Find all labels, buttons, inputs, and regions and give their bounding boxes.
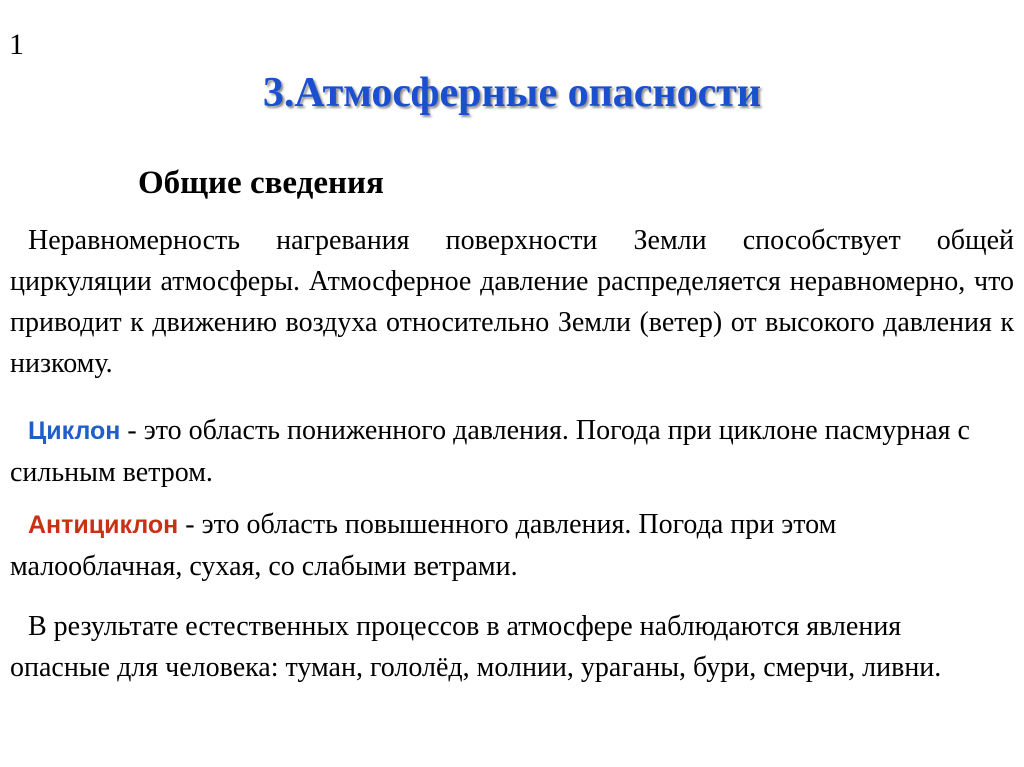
section-heading: Общие сведения [138, 165, 384, 201]
anticyclone-term: Антициклон [28, 511, 179, 539]
slide-title: 3.Атмосферные опасности [262, 70, 762, 116]
cyclone-definition: - это область пониженного давления. Погода при циклоне пасмурная с сильным ветром. [10, 415, 970, 488]
slide-number: 1 [9, 28, 24, 61]
anticyclone-definition: - это область повышенного давления. Погода при этом малооблачная, сухая, со слабыми ветрами. [10, 509, 837, 582]
anticyclone-paragraph [10, 504, 970, 587]
conclusion-paragraph: В результате естественных процессов в атмосфере наблюдаются явления опасные для человека: туман, гололёд, молнии, ураганы, бури, смерчи, ливни. [10, 611, 942, 683]
intro-paragraph: Неравномерность нагревания поверхности Земли способствует общей циркуляции атмосферы. Атмосферное давление распределяется неравномерно, что приводит к движению воздуха относительно Земли (ветер) от высокого давления к низкому. [10, 225, 1014, 379]
cyclone-term: Циклон [28, 417, 121, 445]
cyclone-paragraph [10, 410, 1014, 493]
